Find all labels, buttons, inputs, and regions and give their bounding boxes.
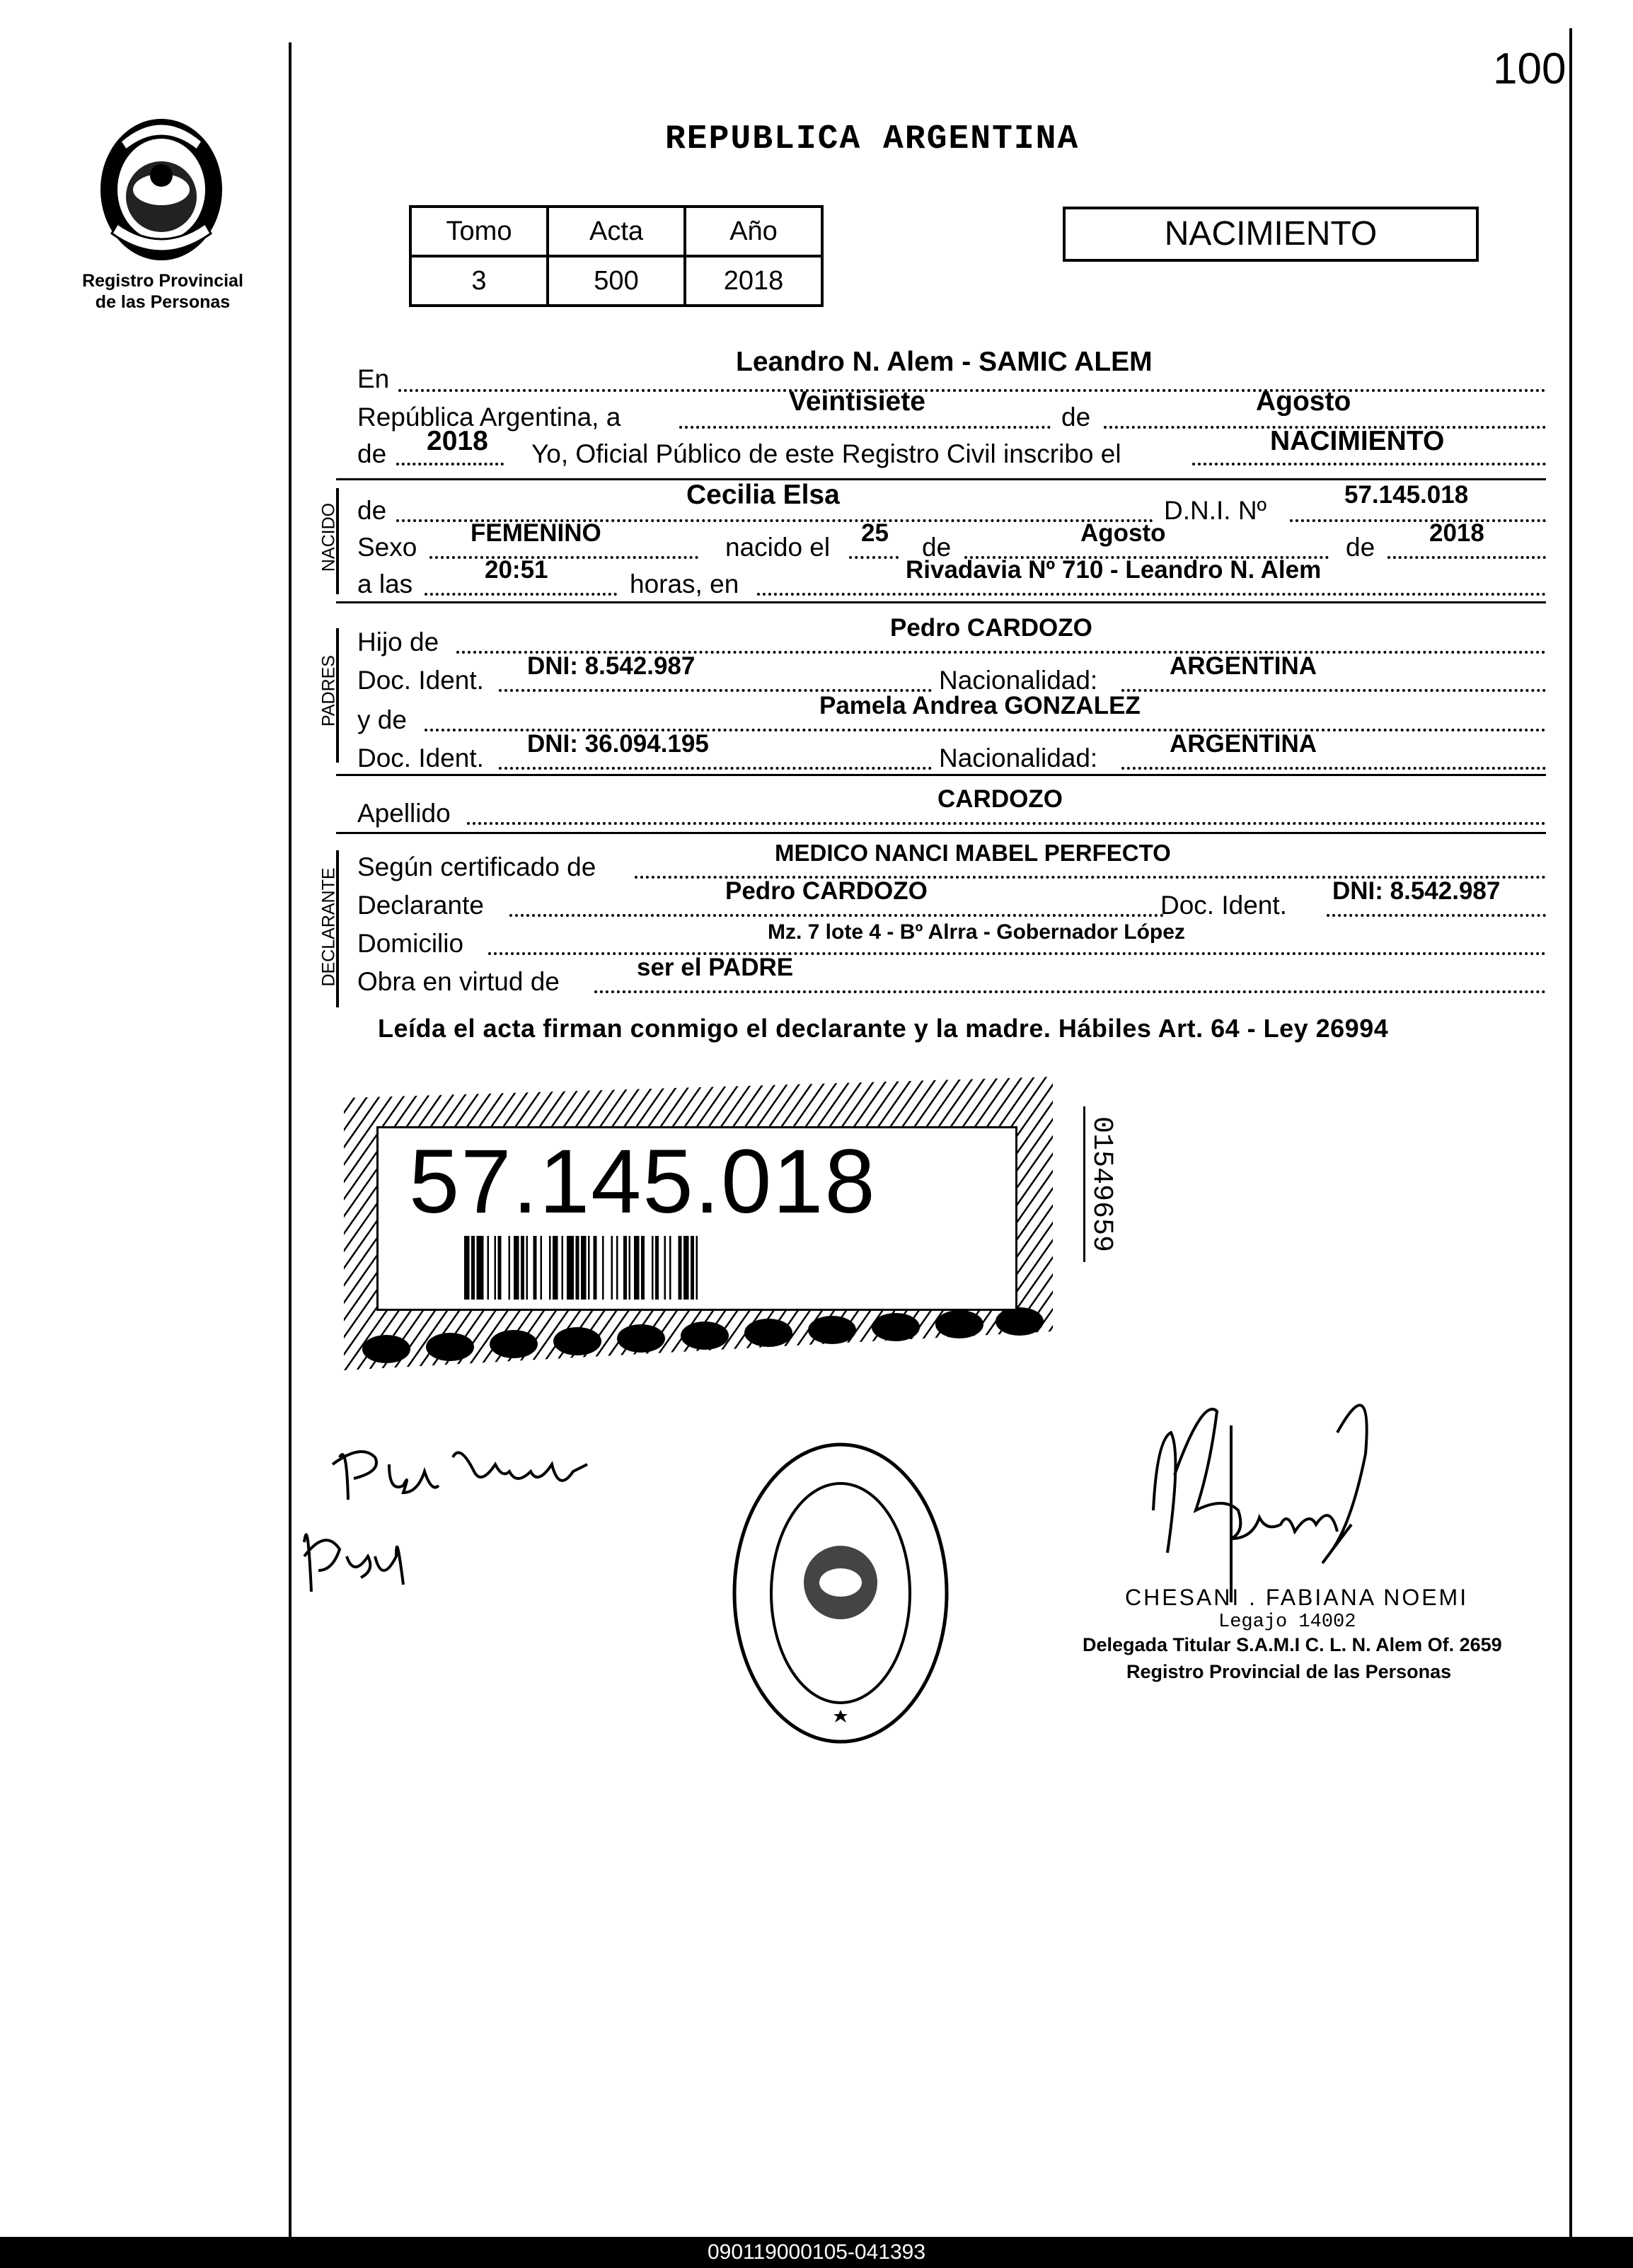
apellido-label: Apellido: [357, 799, 451, 828]
logo-caption-line-2: de las Personas: [95, 292, 231, 312]
year-value: 2018: [427, 426, 488, 456]
official-legajo: Legajo 14002: [1218, 1612, 1356, 1633]
declarante-label: Declarante: [357, 891, 484, 920]
sexo-value: FEMENINO: [471, 519, 601, 547]
birthday-dots: [849, 556, 899, 559]
header-anio: Año: [685, 207, 822, 256]
dni-label: D.N.I. Nº: [1164, 496, 1267, 525]
year-dots: [396, 463, 504, 465]
inscribo-dots: [1192, 463, 1546, 465]
father-doc-label: Doc. Ident.: [357, 666, 484, 695]
barcode-icon: [464, 1236, 860, 1300]
apellido-value: CARDOZO: [937, 785, 1063, 813]
de-label-1: de: [1061, 403, 1091, 432]
mother-nat-dots: [1121, 767, 1546, 770]
left-margin-line: [289, 42, 292, 2243]
declarante-doc-label: Doc. Ident.: [1160, 891, 1287, 920]
official-seal-icon: [720, 1430, 961, 1756]
segun-label: Según certificado de: [357, 852, 596, 881]
obra-label: Obra en virtud de: [357, 967, 560, 996]
time-dots: [425, 593, 617, 596]
month-value: Agosto: [1256, 386, 1351, 417]
domicilio-label: Domicilio: [357, 929, 464, 958]
official-role: Delegada Titular S.A.M.I C. L. N. Alem Of. 2659: [1083, 1634, 1502, 1655]
header-tomo: Tomo: [410, 207, 548, 256]
republica-label: República Argentina, a: [357, 403, 621, 432]
father-nat-dots: [1121, 689, 1546, 692]
father-doc-value: DNI: 8.542.987: [527, 652, 696, 680]
time-value: 20:51: [485, 556, 548, 584]
act-type-box: NACIMIENTO: [1063, 207, 1479, 262]
yo-text: Yo, Oficial Público de este Registro Civil inscribo el: [531, 439, 1121, 468]
domicilio-value: Mz. 7 lote 4 - Bº Alrra - Gobernador López: [768, 920, 1185, 944]
dni-value: 57.145.018: [1344, 481, 1469, 509]
birth-month-value: Agosto: [1080, 519, 1166, 547]
dni-dots: [1290, 519, 1546, 522]
official-name: CHESANI . FABIANA NOEMI: [1125, 1585, 1469, 1610]
en-label: En: [357, 364, 390, 393]
nacido-section-label: NACIDO: [318, 502, 339, 572]
act-table-header-row: [410, 207, 822, 256]
province-logo: [83, 106, 239, 269]
document-title: REPUBLICA ARGENTINA: [665, 120, 1080, 158]
birth-year-dots: [1387, 556, 1546, 559]
republica-dots: [679, 426, 1051, 429]
apellido-dots: [467, 822, 1546, 825]
logo-caption: [50, 270, 276, 313]
declarante-section-label: DECLARANTE: [318, 867, 339, 987]
birth-year-value: 2018: [1429, 519, 1484, 547]
nacido-de-label-3: de: [1346, 533, 1375, 562]
padres-section-label: PADRES: [318, 655, 339, 727]
value-acta: 500: [548, 256, 685, 306]
declarante-doc-value: DNI: 8.542.987: [1332, 877, 1501, 905]
page-number: 100: [1493, 45, 1566, 93]
mother-nat-label: Nacionalidad:: [939, 744, 1098, 773]
sexo-dots: [429, 556, 698, 559]
place-value: Rivadavia Nº 710 - Leandro N. Alem: [906, 556, 1322, 584]
mother-nat-value: ARGENTINA: [1170, 730, 1317, 758]
declarante-value: Pedro CARDOZO: [725, 877, 928, 905]
mother-doc-dots: [499, 767, 932, 770]
legal-text: Leída el acta firman conmigo el declarante y la madre. Hábiles Art. 64 - Ley 26994: [378, 1014, 1389, 1043]
de-label-2: de: [357, 439, 387, 468]
horas-label: horas, en: [630, 569, 739, 598]
nacido-el-label: nacido el: [725, 533, 831, 562]
father-nat-label: Nacionalidad:: [939, 666, 1098, 695]
footer-code: 090119000105-041393: [0, 2237, 1633, 2268]
y-de-label: y de: [357, 705, 407, 734]
obra-dots: [594, 990, 1546, 993]
nacido-name-value: Cecilia Elsa: [686, 480, 840, 510]
id-label-sticker: [344, 1077, 1053, 1370]
id-number: 57.145.018: [409, 1131, 877, 1232]
segun-value: MEDICO NANCI MABEL PERFECTO: [775, 840, 1171, 866]
obra-value: ser el PADRE: [637, 954, 794, 981]
official-registry: Registro Provincial de las Personas: [1126, 1661, 1452, 1682]
right-margin-line: [1569, 28, 1572, 2243]
sexo-label: Sexo: [357, 533, 417, 562]
nacido-de-label: de: [357, 496, 387, 525]
act-table-value-row: [410, 256, 822, 306]
declarante-doc-dots: [1327, 914, 1546, 917]
divider-3: [336, 774, 1546, 776]
a-las-label: a las: [357, 569, 413, 598]
inscribo-value: NACIMIENTO: [1270, 426, 1445, 456]
act-reference-table: [409, 205, 824, 307]
handwritten-signature-icon: [297, 1415, 665, 1599]
form-body: [318, 347, 1546, 1012]
mother-doc-value: DNI: 36.094.195: [527, 730, 709, 758]
divider-2: [336, 601, 1546, 603]
birth-day-value: 25: [861, 519, 889, 547]
father-nat-value: ARGENTINA: [1170, 652, 1317, 680]
en-value: Leandro N. Alem - SAMIC ALEM: [736, 347, 1153, 377]
value-anio: 2018: [685, 256, 822, 306]
divider-4: [336, 832, 1546, 834]
nacido-de-label-2: de: [922, 533, 952, 562]
side-serial-number: 01549659: [1083, 1106, 1117, 1262]
hijo-de-label: Hijo de: [357, 627, 439, 656]
value-tomo: 3: [410, 256, 548, 306]
father-value: Pedro CARDOZO: [890, 614, 1092, 642]
coat-of-arms-icon: [83, 106, 239, 269]
header-acta: Acta: [548, 207, 685, 256]
logo-caption-line-1: Registro Provincial: [82, 271, 243, 291]
day-value: Veintisiete: [789, 386, 925, 417]
mother-value: Pamela Andrea GONZALEZ: [819, 692, 1141, 719]
place-dots: [757, 593, 1546, 596]
mother-doc-label: Doc. Ident.: [357, 744, 484, 773]
en-dots: [398, 389, 1546, 392]
